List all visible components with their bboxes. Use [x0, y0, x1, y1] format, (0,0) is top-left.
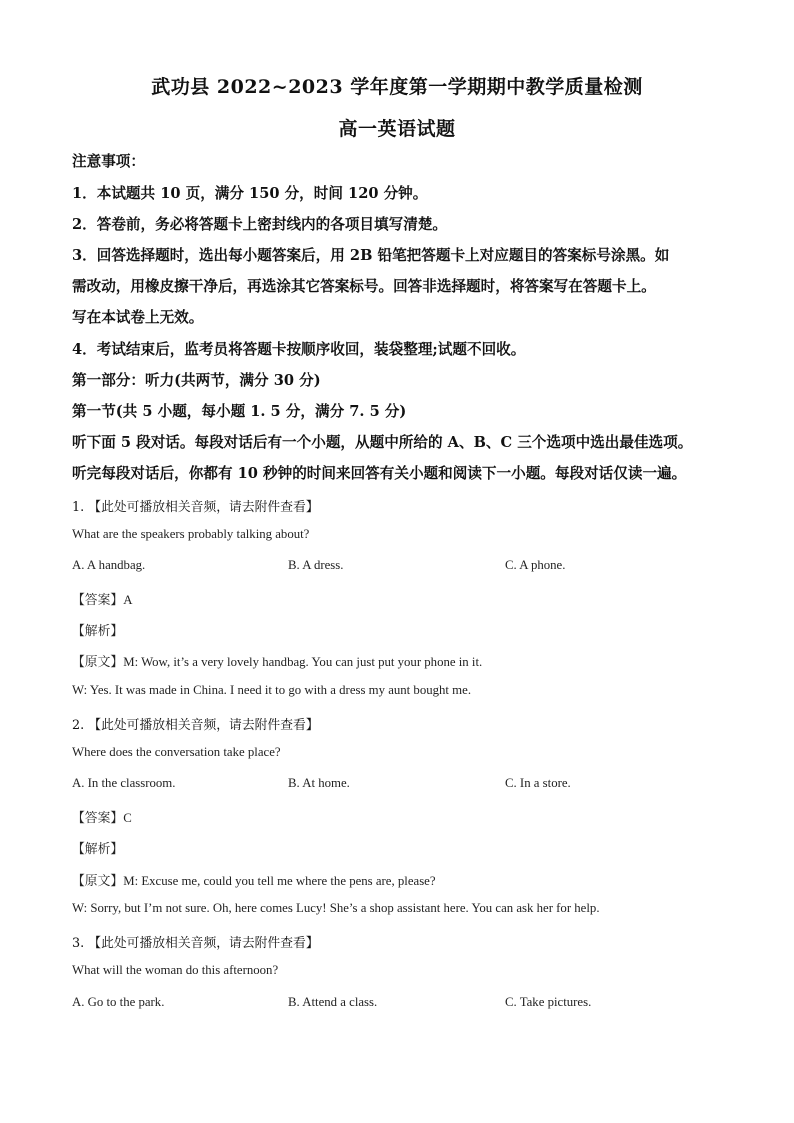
option-b: B. At home.	[288, 776, 350, 790]
note-item: 写在本试卷上无效。	[72, 309, 204, 326]
option-a: A. Go to the park.	[72, 995, 165, 1009]
transcript-line: 【原文】M: Excuse me, could you tell me where the pens are, please?	[72, 874, 436, 888]
question-text: What are the speakers probably talking about?	[72, 527, 310, 541]
answer-line: 【答案】C	[72, 811, 132, 825]
notes-heading: 注意事项：	[72, 153, 145, 170]
exam-subtitle: 高一英语试题	[338, 118, 456, 140]
option-a: A. A handbag.	[72, 558, 146, 572]
option-b: B. Attend a class.	[288, 995, 378, 1009]
instruction-line: 听下面 5 段对话。每段对话后有一个小题，从题中所给的 A、B、C 三个选项中选出最佳选项。	[72, 434, 693, 451]
question-number: 2. 【此处可播放相关音频，请去附件查看】	[72, 718, 319, 733]
option-c: C. In a store.	[505, 776, 571, 790]
part-heading: 第一部分：听力(共两节，满分 30 分)	[72, 372, 321, 389]
analysis-label: 【解析】	[72, 624, 124, 638]
note-item: 1．本试题共 10 页，满分 150 分，时间 120 分钟。	[72, 185, 428, 202]
transcript-line: W: Sorry, but I’m not sure. Oh, here comes Lucy! She’s a shop assistant here. You can ask her for help.	[72, 901, 600, 915]
note-item: 2．答卷前，务必将答题卡上密封线内的各项目填写清楚。	[72, 216, 448, 233]
option-c: C. Take pictures.	[505, 995, 592, 1009]
note-item: 3．回答选择题时，选出每小题答案后，用 2B 铅笔把答题卡上对应题目的答案标号涂黑。如	[72, 247, 670, 264]
transcript-line: W: Yes. It was made in China. I need it to go with a dress my aunt bought me.	[72, 683, 472, 697]
instruction-line: 听完每段对话后，你都有 10 秒钟的时间来回答有关小题和阅读下一小题。每段对话仅读一遍。	[72, 465, 687, 482]
note-item: 需改动，用橡皮擦干净后，再选涂其它答案标号。回答非选择题时，将答案写在答题卡上。	[72, 278, 656, 295]
option-b: B. A dress.	[288, 558, 344, 572]
answer-line: 【答案】A	[72, 593, 133, 607]
question-number: 1. 【此处可播放相关音频，请去附件查看】	[72, 500, 319, 515]
question-text: Where does the conversation take place?	[72, 745, 281, 759]
transcript-line: 【原文】M: Wow, it’s a very lovely handbag. You can just put your phone in it.	[72, 655, 483, 669]
analysis-label: 【解析】	[72, 842, 124, 856]
option-c: C. A phone.	[505, 558, 566, 572]
question-text: What will the woman do this afternoon?	[72, 963, 279, 977]
question-number: 3. 【此处可播放相关音频，请去附件查看】	[72, 936, 319, 951]
option-a: A. In the classroom.	[72, 776, 176, 790]
note-item: 4．考试结束后，监考员将答题卡按顺序收回，装袋整理;试题不回收。	[72, 341, 526, 358]
exam-title: 武功县 2022~2023 学年度第一学期期中教学质量检测	[151, 76, 643, 98]
subsection-heading: 第一节(共 5 小题，每小题 1. 5 分，满分 7. 5 分)	[72, 403, 407, 420]
